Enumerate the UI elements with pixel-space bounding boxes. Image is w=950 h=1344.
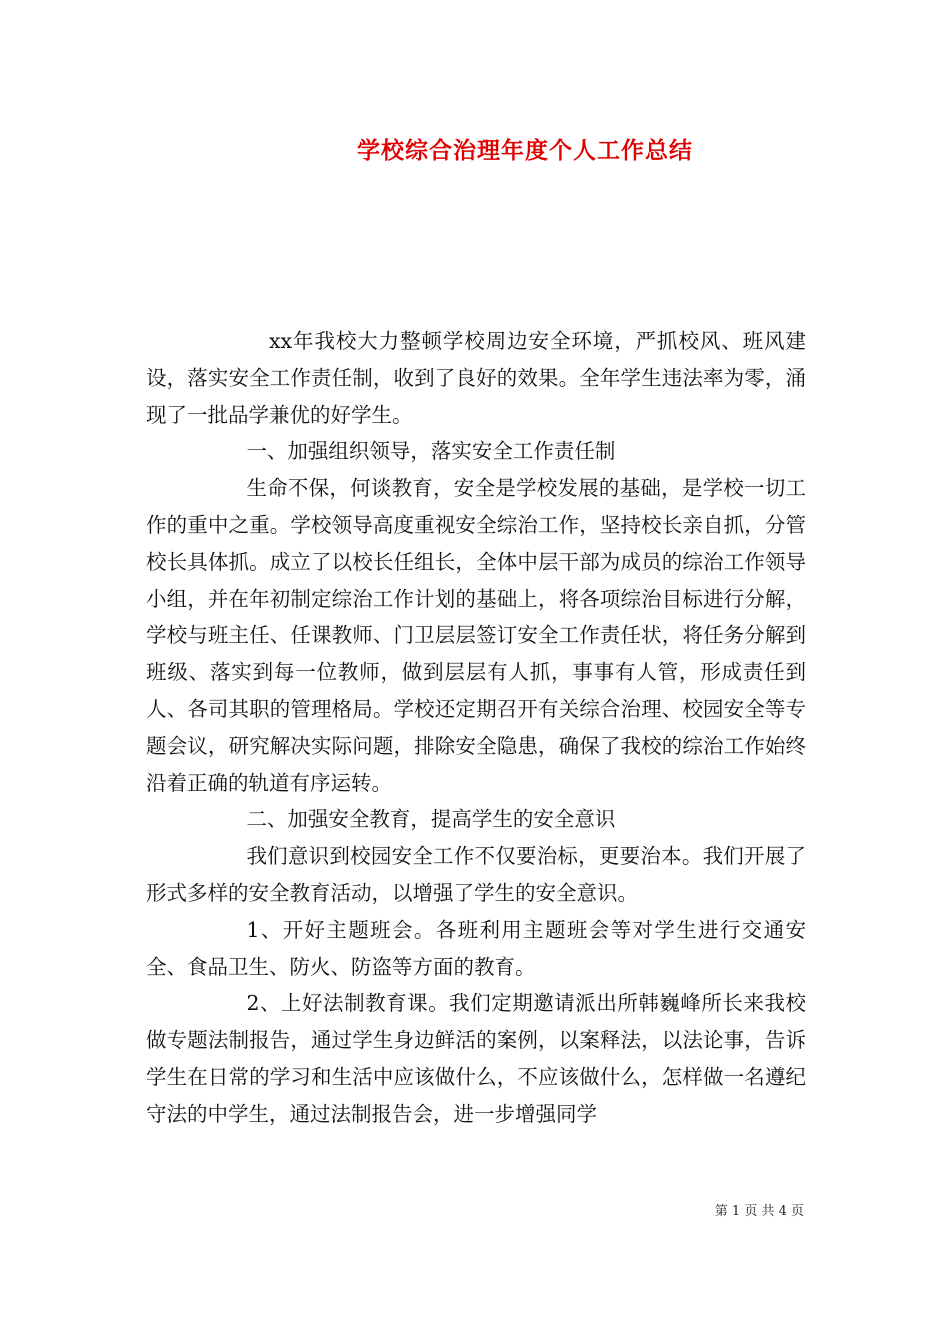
item-2-paragraph: 2、上好法制教育课。我们定期邀请派出所韩巍峰所长来我校做专题法制报告，通过学生身边鲜活的案例，以案释法，以法论事，告诉学生在日常的学习和生活中应该做什么，不应该做什么，怎样做一名遵纪守法的中学生，通过法制报告会，进一步增强同学 bbox=[146, 991, 806, 1126]
item-1-paragraph: 1、开好主题班会。各班利用主题班会等对学生进行交通安全、食品卫生、防火、防盗等方面的教育。 bbox=[146, 917, 806, 979]
page-number: 第 1 页 共 4 页 bbox=[714, 1204, 804, 1219]
document-body bbox=[146, 323, 806, 1133]
section-1-paragraph: 生命不保，何谈教育，安全是学校发展的基础，是学校一切工作的重中之重。学校领导高度重视安全综治工作，坚持校长亲自抓，分管校长具体抓。成立了以校长任组长，全体中层干部为成员的综治工作领导小组，并在年初制定综治工作计划的基础上，将各项综治目标进行分解，学校与班主任、任课教师、门卫层层签订安全工作责任状，将任务分解到班级、落实到每一位教师，做到层层有人抓，事事有人管，形成责任到人、各司其职的管理格局。学校还定期召开有关综合治理、校园安全等专题会议，研究解决实际问题，排除安全隐患，确保了我校的综治工作始终沿着正确的轨道有序运转。 bbox=[146, 476, 806, 795]
section-heading-2: 二、加强安全教育，提高学生的安全意识 bbox=[246, 807, 616, 832]
section-heading-1: 一、加强组织领导，落实安全工作责任制 bbox=[246, 439, 616, 464]
document-title: 学校综合治理年度个人工作总结 bbox=[357, 137, 693, 164]
section-2-paragraph: 我们意识到校园安全工作不仅要治标，更要治本。我们开展了形式多样的安全教育活动，以增强了学生的安全意识。 bbox=[146, 844, 806, 905]
intro-paragraph: xx年我校大力整顿学校周边安全环境，严抓校风、班风建设，落实安全工作责任制，收到了良好的效果。全年学生违法率为零，涌现了一批品学兼优的好学生。 bbox=[146, 329, 806, 427]
